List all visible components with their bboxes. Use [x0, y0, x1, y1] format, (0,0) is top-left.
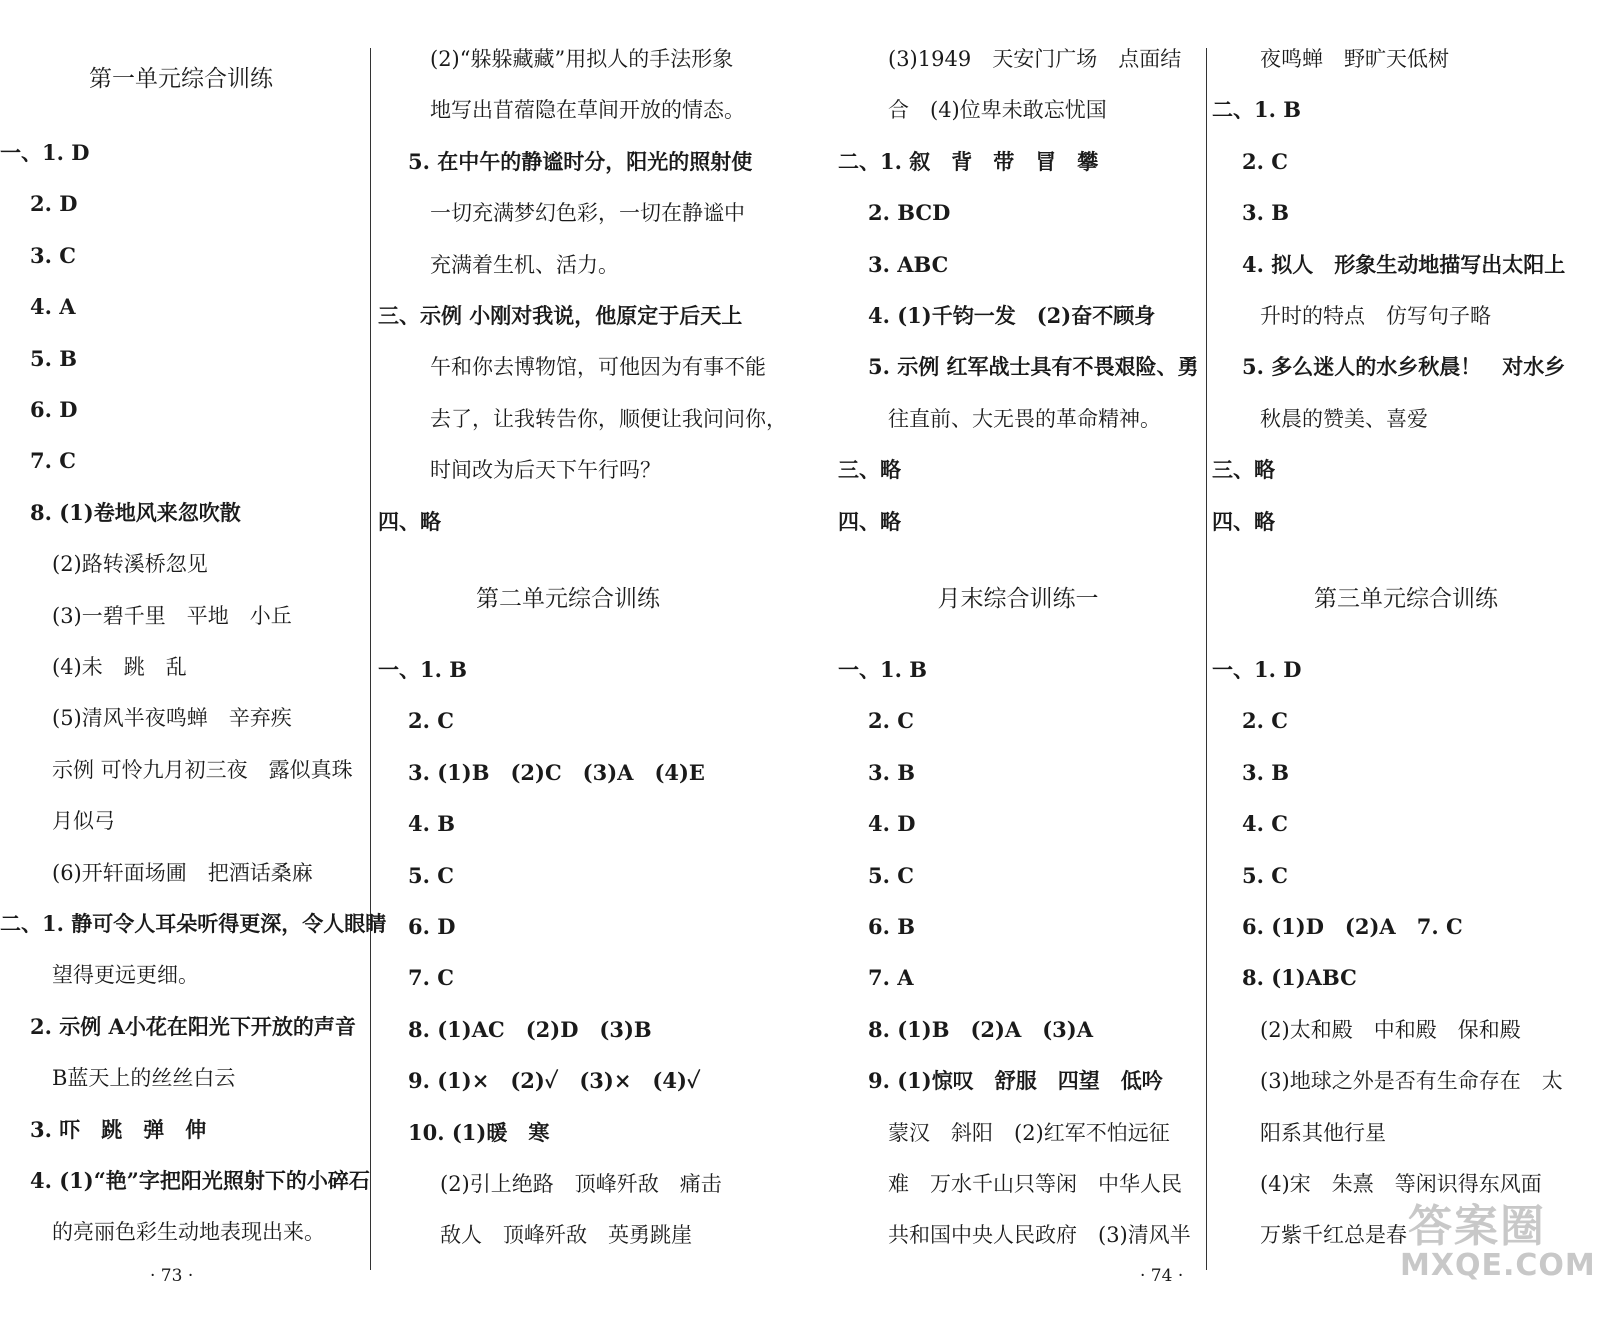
- answer-line: 7. C: [30, 448, 76, 474]
- section-title: 第一单元综合训练: [89, 66, 273, 92]
- answer-line: 充满着生机、活力。: [430, 252, 619, 277]
- answer-line: 4. 拟人 形象生动地描写出太阳上: [1242, 251, 1566, 277]
- answer-line: 9. (1)惊叹 舒服 四望 低吟: [868, 1068, 1163, 1094]
- column-2: [378, 0, 787, 1290]
- answer-line: 敌人 顶峰歼敌 英勇跳崖: [440, 1223, 692, 1248]
- answer-line: 一、1. B: [378, 657, 467, 682]
- answer-line: B蓝天上的丝丝白云: [52, 1066, 236, 1091]
- answer-line: 四、略: [1212, 508, 1275, 534]
- answer-line: (6)开轩面场圃 把酒话桑麻: [52, 860, 313, 885]
- answer-line: (4)宋 朱熹 等闲识得东风面: [1260, 1172, 1542, 1196]
- answer-line: 5. C: [1242, 862, 1288, 888]
- answer-line: 8. (1)B (2)A (3)A: [868, 1016, 1094, 1042]
- answer-line: (5)清风半夜鸣蝉 辛弃疾: [52, 706, 292, 731]
- answer-line: 5. 示例 红军战士具有不畏艰险、勇: [868, 354, 1199, 380]
- answer-line: 月似弓: [52, 809, 115, 834]
- answer-line: (3)地球之外是否有生命存在 太: [1260, 1069, 1563, 1094]
- answer-line: 2. C: [1242, 148, 1288, 174]
- column-3: [838, 0, 1198, 1290]
- answer-line: 4. C: [1242, 811, 1288, 837]
- answer-line: 5. C: [868, 862, 914, 888]
- answer-line: 5. C: [408, 862, 454, 888]
- answer-line: 8. (1)AC (2)D (3)B: [408, 1016, 652, 1042]
- answer-line: 3. B: [1242, 200, 1289, 226]
- answer-line: 4. B: [408, 811, 455, 837]
- answer-line: 3. (1)B (2)C (3)A (4)E: [408, 759, 705, 785]
- answer-line: (2)“躲躲藏藏”用拟人的手法形象: [430, 47, 734, 71]
- answer-line: 二、1. B: [1212, 97, 1301, 123]
- answer-line: 3. ABC: [868, 251, 949, 277]
- section-title: 第二单元综合训练: [476, 586, 660, 612]
- answer-line: 二、1. 静可令人耳朵听得更深，令人眼睛: [0, 911, 387, 936]
- answer-line: 秋晨的赞美、喜爱: [1260, 406, 1428, 431]
- watermark-url: MXQE.COM: [1400, 1248, 1596, 1283]
- answer-line: 4. (1)千钧一发 (2)奋不顾身: [868, 303, 1156, 328]
- answer-line: 8. (1)卷地风来忽吹散: [30, 499, 241, 525]
- answer-line: (2)引上绝路 顶峰歼敌 痛击: [440, 1172, 722, 1196]
- answer-line: 6. D: [30, 397, 78, 422]
- answer-line: 一、1. D: [0, 140, 90, 165]
- answer-line: 三、略: [1212, 457, 1275, 483]
- page-number-right: · 74 ·: [1140, 1266, 1184, 1286]
- answer-line: 时间改为后天下午行吗？: [430, 458, 661, 483]
- answer-line: 三、示例 小刚对我说，他原定于后天上: [378, 303, 743, 328]
- answer-line: 阳系其他行星: [1260, 1120, 1386, 1145]
- answer-line: 5. 多么迷人的水乡秋晨！ 对水乡: [1242, 354, 1566, 380]
- section-title: 月末综合训练一: [937, 586, 1099, 612]
- answer-line: 4. D: [868, 811, 916, 837]
- answer-line: (4)未 跳 乱: [52, 655, 187, 679]
- answer-line: 5. B: [30, 345, 77, 371]
- answer-line: 午和你去博物馆，可他因为有事不能: [430, 355, 766, 380]
- answer-line: 去了，让我转告你，顺便让我问问你，: [430, 406, 787, 431]
- answer-line: 7. C: [408, 965, 454, 991]
- answer-line: 夜鸣蝉 野旷天低树: [1260, 47, 1449, 71]
- answer-line: 2. 示例 A小花在阳光下开放的声音: [30, 1013, 356, 1039]
- answer-line: 2. C: [868, 708, 914, 734]
- answer-line: 难 万水千山只等闲 中华人民: [888, 1172, 1182, 1196]
- column-divider-left: [370, 48, 371, 1270]
- answer-line: 四、略: [378, 508, 441, 534]
- answer-line: 地写出苜蓿隐在草间开放的情态。: [430, 98, 745, 123]
- section-title: 第三单元综合训练: [1314, 586, 1498, 612]
- answer-line: 8. (1)ABC: [1242, 965, 1357, 991]
- answer-line: 5. 在中午的静谧时分，阳光的照射使: [408, 148, 753, 174]
- answer-line: 2. BCD: [868, 200, 951, 226]
- answer-line: 望得更远更细。: [52, 963, 199, 988]
- answer-line: (2)路转溪桥忽见: [52, 552, 208, 577]
- answer-line: 3. B: [1242, 759, 1289, 785]
- watermark-text: 答案圈: [1408, 1201, 1546, 1252]
- column-4: [1212, 0, 1600, 1290]
- answer-line: 2. C: [408, 708, 454, 734]
- answer-line: 蒙汉 斜阳 (2)红军不怕远征: [888, 1120, 1170, 1145]
- answer-line: 三、略: [838, 457, 901, 483]
- answer-line: 一、1. B: [838, 657, 927, 682]
- answer-line: 4. A: [30, 294, 76, 320]
- watermark-logo: [1400, 1190, 1600, 1300]
- answer-line: 6. (1)D (2)A 7. C: [1242, 914, 1463, 939]
- answer-line: (2)太和殿 中和殿 保和殿: [1260, 1017, 1521, 1042]
- answer-line: 升时的特点 仿写句子略: [1260, 304, 1491, 328]
- answer-line: 3. 吓 跳 弹 伸: [30, 1116, 207, 1142]
- answer-line: 示例 可怜九月初三夜 露似真珠: [52, 757, 353, 782]
- page-number-left: · 73 ·: [150, 1266, 194, 1286]
- answer-line: 一、1. D: [1212, 657, 1302, 682]
- answer-line: (3)1949 天安门广场 点面结: [888, 47, 1182, 71]
- answer-line: 万紫千红总是春: [1260, 1223, 1407, 1248]
- answer-line: 4. (1)“艳”字把阳光照射下的小碎石: [30, 1168, 370, 1193]
- column-divider-right: [1206, 48, 1207, 1270]
- answer-line: 6. B: [868, 914, 915, 939]
- answer-line: 3. C: [30, 242, 76, 268]
- answer-line: 往直前、大无畏的革命精神。: [888, 406, 1161, 431]
- answer-line: 一切充满梦幻色彩，一切在静谧中: [430, 201, 745, 226]
- column-1: [0, 0, 387, 1290]
- answer-line: 2. D: [30, 191, 78, 217]
- answer-line: 6. D: [408, 914, 456, 939]
- answer-line: 10. (1)暖 寒: [408, 1119, 550, 1145]
- answer-line: 的亮丽色彩生动地表现出来。: [52, 1220, 325, 1245]
- answer-line: 共和国中央人民政府 (3)清风半: [888, 1223, 1191, 1248]
- answer-line: 3. B: [868, 759, 915, 785]
- answer-line: 四、略: [838, 508, 901, 534]
- answer-line: 二、1. 叙 背 带 冒 攀: [838, 148, 1099, 174]
- answer-line: 9. (1)× (2)✓ (3)× (4)✓: [408, 1068, 701, 1094]
- answer-line: 7. A: [868, 965, 914, 991]
- answer-line: 合 (4)位卑未敢忘忧国: [888, 98, 1107, 123]
- answer-line: 2. C: [1242, 708, 1288, 734]
- answer-line: (3)一碧千里 平地 小丘: [52, 603, 292, 628]
